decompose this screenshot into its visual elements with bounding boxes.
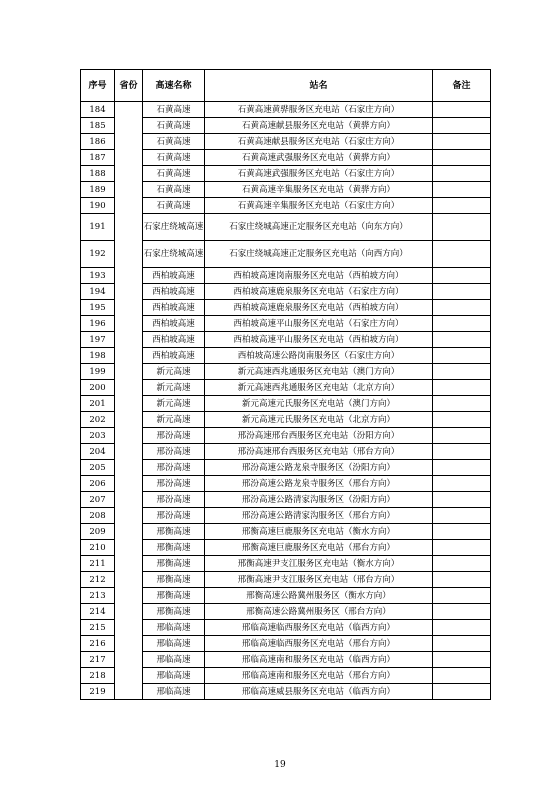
table-row <box>81 572 491 588</box>
note-cell <box>433 241 491 268</box>
highway-name: 石黄高速 <box>143 118 205 134</box>
station-name: 石黄高速辛集服务区充电站（黄骅方向） <box>205 182 433 198</box>
station-name: 邢衡高速公路冀州服务区（邢台方向） <box>205 604 433 620</box>
table-row <box>81 134 491 150</box>
header-note: 备注 <box>433 70 491 102</box>
station-name: 邢汾高速公路清家沟服务区（邢台方向） <box>205 508 433 524</box>
row-number: 188 <box>81 166 115 182</box>
row-number: 192 <box>81 241 115 268</box>
row-number: 196 <box>81 316 115 332</box>
row-number: 184 <box>81 102 115 118</box>
row-number: 185 <box>81 118 115 134</box>
note-cell <box>433 284 491 300</box>
note-cell <box>433 102 491 118</box>
station-name: 邢临高速南和服务区充电站（临西方向） <box>205 652 433 668</box>
table-row <box>81 508 491 524</box>
station-name: 西柏坡高速公路岗南服务区（石家庄方向） <box>205 348 433 364</box>
table-row <box>81 620 491 636</box>
row-number: 212 <box>81 572 115 588</box>
highway-name: 邢汾高速 <box>143 428 205 444</box>
station-name: 新元高速元氏服务区充电站（澳门方向） <box>205 396 433 412</box>
note-cell <box>433 508 491 524</box>
header-station: 站名 <box>205 70 433 102</box>
table-row <box>81 460 491 476</box>
note-cell <box>433 364 491 380</box>
highway-name: 邢衡高速 <box>143 572 205 588</box>
note-cell <box>433 572 491 588</box>
highway-name: 邢汾高速 <box>143 492 205 508</box>
table-row <box>81 118 491 134</box>
table-row <box>81 492 491 508</box>
station-name: 邢汾高速公路清家沟服务区（汾阳方向） <box>205 492 433 508</box>
table-row <box>81 316 491 332</box>
table-row <box>81 214 491 241</box>
note-cell <box>433 182 491 198</box>
table-row <box>81 684 491 700</box>
highway-name: 西柏坡高速 <box>143 316 205 332</box>
note-cell <box>433 668 491 684</box>
note-cell <box>433 604 491 620</box>
note-cell <box>433 214 491 241</box>
highway-name: 石黄高速 <box>143 134 205 150</box>
station-name: 石黄高速武强服务区充电站（黄骅方向） <box>205 150 433 166</box>
station-name: 新元高速元氏服务区充电站（北京方向） <box>205 412 433 428</box>
note-cell <box>433 540 491 556</box>
station-name: 邢临高速威县服务区充电站（临西方向） <box>205 684 433 700</box>
table-row <box>81 604 491 620</box>
row-number: 195 <box>81 300 115 316</box>
note-cell <box>433 460 491 476</box>
row-number: 200 <box>81 380 115 396</box>
table-row <box>81 332 491 348</box>
row-number: 206 <box>81 476 115 492</box>
highway-name: 邢临高速 <box>143 684 205 700</box>
note-cell <box>433 652 491 668</box>
station-name: 邢衡高速巨鹿服务区充电站（邢台方向） <box>205 540 433 556</box>
table-row <box>81 102 491 118</box>
row-number: 208 <box>81 508 115 524</box>
highway-name: 西柏坡高速 <box>143 332 205 348</box>
row-number: 203 <box>81 428 115 444</box>
highway-name: 石黄高速 <box>143 182 205 198</box>
row-number: 197 <box>81 332 115 348</box>
highway-name: 西柏坡高速 <box>143 300 205 316</box>
highway-name: 石黄高速 <box>143 198 205 214</box>
table-row <box>81 268 491 284</box>
highway-name: 邢衡高速 <box>143 588 205 604</box>
highway-name: 西柏坡高速 <box>143 284 205 300</box>
note-cell <box>433 316 491 332</box>
table-row <box>81 348 491 364</box>
note-cell <box>433 396 491 412</box>
note-cell <box>433 684 491 700</box>
note-cell <box>433 444 491 460</box>
station-name: 邢衡高速公路冀州服务区（衡水方向） <box>205 588 433 604</box>
note-cell <box>433 428 491 444</box>
note-cell <box>433 524 491 540</box>
highway-name: 邢衡高速 <box>143 604 205 620</box>
table-row <box>81 428 491 444</box>
note-cell <box>433 150 491 166</box>
highway-name: 邢临高速 <box>143 620 205 636</box>
highway-name: 邢衡高速 <box>143 556 205 572</box>
station-name: 邢汾高速公路龙泉寺服务区（邢台方向） <box>205 476 433 492</box>
note-cell <box>433 332 491 348</box>
station-name: 石黄高速武强服务区充电站（石家庄方向） <box>205 166 433 182</box>
station-name: 邢衡高速巨鹿服务区充电站（衡水方向） <box>205 524 433 540</box>
table-body <box>81 102 491 700</box>
row-number: 198 <box>81 348 115 364</box>
station-name: 西柏坡高速鹿泉服务区充电站（石家庄方向） <box>205 284 433 300</box>
table-row <box>81 412 491 428</box>
highway-name: 西柏坡高速 <box>143 348 205 364</box>
row-number: 199 <box>81 364 115 380</box>
station-name: 邢临高速南和服务区充电站（邢台方向） <box>205 668 433 684</box>
station-name: 西柏坡高速平山服务区充电站（石家庄方向） <box>205 316 433 332</box>
note-cell <box>433 412 491 428</box>
note-cell <box>433 636 491 652</box>
header-highway: 高速名称 <box>143 70 205 102</box>
highway-name: 新元高速 <box>143 364 205 380</box>
table-row <box>81 524 491 540</box>
station-name: 石家庄绕城高速正定服务区充电站（向东方向） <box>205 214 433 241</box>
table-row <box>81 300 491 316</box>
station-name: 邢临高速临西服务区充电站（临西方向） <box>205 620 433 636</box>
row-number: 205 <box>81 460 115 476</box>
note-cell <box>433 268 491 284</box>
row-number: 202 <box>81 412 115 428</box>
highway-name: 邢汾高速 <box>143 460 205 476</box>
station-name: 西柏坡高速鹿泉服务区充电站（西柏坡方向） <box>205 300 433 316</box>
highway-name: 石黄高速 <box>143 150 205 166</box>
row-number: 207 <box>81 492 115 508</box>
table-row <box>81 444 491 460</box>
table-row <box>81 380 491 396</box>
table-row <box>81 636 491 652</box>
table-row <box>81 284 491 300</box>
row-number: 201 <box>81 396 115 412</box>
highway-name: 石黄高速 <box>143 102 205 118</box>
highway-name: 邢临高速 <box>143 652 205 668</box>
highway-name: 新元高速 <box>143 396 205 412</box>
station-name: 邢衡高速尹支江服务区充电站（衡水方向） <box>205 556 433 572</box>
table-header-row <box>81 70 491 102</box>
table-row <box>81 198 491 214</box>
note-cell <box>433 166 491 182</box>
row-number: 211 <box>81 556 115 572</box>
highway-name: 邢汾高速 <box>143 508 205 524</box>
highway-name: 石家庄绕城高速 <box>143 241 205 268</box>
highway-name: 邢衡高速 <box>143 524 205 540</box>
row-number: 215 <box>81 620 115 636</box>
row-number: 189 <box>81 182 115 198</box>
row-number: 204 <box>81 444 115 460</box>
table-row <box>81 364 491 380</box>
station-name: 石黄高速献县服务区充电站（石家庄方向） <box>205 134 433 150</box>
note-cell <box>433 620 491 636</box>
station-name: 西柏坡高速平山服务区充电站（西柏坡方向） <box>205 332 433 348</box>
note-cell <box>433 380 491 396</box>
station-name: 西柏坡高速岗南服务区充电站（西柏坡方向） <box>205 268 433 284</box>
note-cell <box>433 198 491 214</box>
row-number: 194 <box>81 284 115 300</box>
table-row <box>81 166 491 182</box>
station-name: 石黄高速献县服务区充电站（黄骅方向） <box>205 118 433 134</box>
province-cell <box>115 102 143 700</box>
table-row <box>81 182 491 198</box>
row-number: 209 <box>81 524 115 540</box>
row-number: 216 <box>81 636 115 652</box>
station-name: 石家庄绕城高速正定服务区充电站（向西方向） <box>205 241 433 268</box>
row-number: 191 <box>81 214 115 241</box>
table-row <box>81 668 491 684</box>
table-row <box>81 396 491 412</box>
station-name: 石黄高速辛集服务区充电站（石家庄方向） <box>205 198 433 214</box>
station-name: 邢汾高速邢台西服务区充电站（汾阳方向） <box>205 428 433 444</box>
note-cell <box>433 556 491 572</box>
station-name: 石黄高速黄骅服务区充电站（石家庄方向） <box>205 102 433 118</box>
page-number: 19 <box>274 760 286 770</box>
note-cell <box>433 134 491 150</box>
table-row <box>81 556 491 572</box>
table-row <box>81 241 491 268</box>
header-province: 省份 <box>115 70 143 102</box>
highway-name: 石家庄绕城高速 <box>143 214 205 241</box>
highway-name: 邢衡高速 <box>143 540 205 556</box>
row-number: 210 <box>81 540 115 556</box>
highway-name: 新元高速 <box>143 412 205 428</box>
station-name: 邢汾高速邢台西服务区充电站（邢台方向） <box>205 444 433 460</box>
row-number: 214 <box>81 604 115 620</box>
charging-station-table <box>80 69 491 700</box>
row-number: 218 <box>81 668 115 684</box>
row-number: 213 <box>81 588 115 604</box>
row-number: 193 <box>81 268 115 284</box>
note-cell <box>433 492 491 508</box>
highway-name: 邢临高速 <box>143 636 205 652</box>
station-name: 邢临高速临西服务区充电站（邢台方向） <box>205 636 433 652</box>
note-cell <box>433 118 491 134</box>
table-row <box>81 652 491 668</box>
highway-name: 西柏坡高速 <box>143 268 205 284</box>
row-number: 186 <box>81 134 115 150</box>
highway-name: 邢临高速 <box>143 668 205 684</box>
row-number: 187 <box>81 150 115 166</box>
highway-name: 石黄高速 <box>143 166 205 182</box>
table-row <box>81 588 491 604</box>
table-row <box>81 540 491 556</box>
table-row <box>81 150 491 166</box>
note-cell <box>433 300 491 316</box>
station-name: 新元高速西兆通服务区充电站（澳门方向） <box>205 364 433 380</box>
note-cell <box>433 348 491 364</box>
table-row <box>81 476 491 492</box>
station-name: 邢衡高速尹支江服务区充电站（邢台方向） <box>205 572 433 588</box>
row-number: 217 <box>81 652 115 668</box>
note-cell <box>433 588 491 604</box>
station-name: 新元高速西兆通服务区充电站（北京方向） <box>205 380 433 396</box>
note-cell <box>433 476 491 492</box>
station-name: 邢汾高速公路龙泉寺服务区（汾阳方向） <box>205 460 433 476</box>
highway-name: 新元高速 <box>143 380 205 396</box>
highway-name: 邢汾高速 <box>143 444 205 460</box>
row-number: 219 <box>81 684 115 700</box>
highway-name: 邢汾高速 <box>143 476 205 492</box>
row-number: 190 <box>81 198 115 214</box>
header-no: 序号 <box>81 70 115 102</box>
